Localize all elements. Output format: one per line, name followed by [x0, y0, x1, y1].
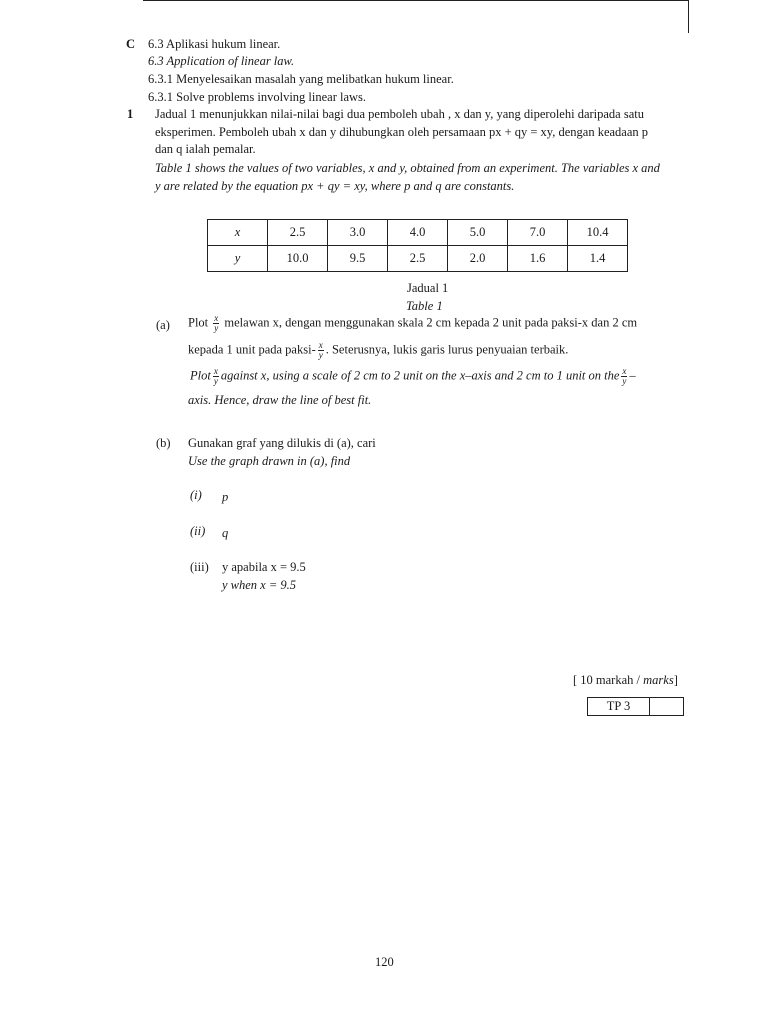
part-b-ii-label: (ii)	[190, 524, 206, 538]
plot-word: Plot	[188, 315, 209, 330]
marks-label: [ 10 markah / marks]	[573, 673, 678, 687]
subtopic-english: 6.3.1 Solve problems involving linear laws.	[148, 90, 367, 104]
table-cell: 5.0	[448, 220, 508, 246]
tp-label: TP 3	[588, 698, 650, 716]
table-header-x: x	[208, 220, 268, 246]
fraction-x-over-y: $\frac{x}{y}$	[318, 340, 323, 360]
topic-malay: 6.3 Aplikasi hukum linear.	[148, 37, 281, 51]
table-cell: 2.5	[388, 246, 448, 272]
table-caption-malay: Jadual 1	[407, 281, 449, 295]
data-table	[207, 219, 628, 272]
top-border-line	[143, 0, 688, 1]
part-a-english-line2: axis. Hence, draw the line of best fit.	[188, 393, 372, 407]
part-b-iii-label: (iii)	[190, 560, 209, 574]
table-cell: 10.0	[268, 246, 328, 272]
question-english-line2: y are related by the equation px + qy = xy, where p and q are constants.	[155, 179, 515, 193]
section-letter: C	[126, 37, 136, 51]
question-malay-line1: Jadual 1 menunjukkan nilai-nilai bagi dua pemboleh ubah , x dan y, yang diperolehi daripada satu	[155, 107, 644, 121]
part-b-english: Use the graph drawn in (a), find	[188, 454, 351, 468]
table-cell: 1.6	[508, 246, 568, 272]
table-cell: 4.0	[388, 220, 448, 246]
question-malay-line3: dan q ialah pemalar.	[155, 142, 256, 156]
subtopic-malay: 6.3.1 Menyelesaikan masalah yang melibatkan hukum linear.	[148, 72, 454, 86]
part-a-malay-line1-rest: melawan x, dengan menggunakan skala 2 cm kepada 2 unit pada paksi-x dan 2 cm	[224, 315, 638, 330]
table-row-y	[208, 246, 628, 272]
question-number: 1	[127, 107, 134, 121]
part-b-i-text: p	[222, 490, 229, 504]
table-caption-english: Table 1	[406, 299, 443, 313]
topic-english: 6.3 Application of linear law.	[148, 54, 295, 68]
part-b-i-label: (i)	[190, 488, 202, 502]
question-english-line1: Table 1 shows the values of two variables, x and y, obtained from an experiment. The variables x and	[155, 161, 660, 175]
table-cell: 2.0	[448, 246, 508, 272]
table-cell: 2.5	[268, 220, 328, 246]
table-cell: 9.5	[328, 246, 388, 272]
part-a-label: (a)	[156, 318, 170, 332]
part-b-malay: Gunakan graf yang dilukis di (a), cari	[188, 436, 376, 450]
part-a-malay-line1	[188, 314, 637, 333]
part-b-label: (b)	[156, 436, 171, 450]
table-header-y: y	[208, 246, 268, 272]
page-number: 120	[375, 955, 394, 969]
tp-box	[587, 697, 684, 716]
table-row-x	[208, 220, 628, 246]
table-cell: 10.4	[568, 220, 628, 246]
fraction-x-over-y: $\frac{x}{y}$	[213, 366, 218, 386]
table-cell: 1.4	[568, 246, 628, 272]
right-border-line	[688, 0, 689, 33]
table-cell: 7.0	[508, 220, 568, 246]
tp-score-cell	[650, 698, 684, 716]
fraction-x-over-y: $\frac{x}{y}$	[214, 313, 219, 333]
part-a-english-line1: Plot $\frac{x}{y}$ against x, using a scale of 2 cm to 2 unit on the x–axis and 2 cm to 1 unit on the $\frac{x}{y}$ –	[190, 366, 636, 386]
part-b-ii-text: q	[222, 526, 229, 540]
part-b-iii-text-english: y when x = 9.5	[222, 578, 297, 592]
part-b-iii-text: y apabila x = 9.5	[222, 560, 306, 574]
part-a-malay-line2: kepada 1 unit pada paksi- $\frac{x}{y}$ . Seterusnya, lukis garis lurus penyuaian terbaik.	[188, 340, 569, 360]
fraction-x-over-y: $\frac{x}{y}$	[622, 366, 627, 386]
table-cell: 3.0	[328, 220, 388, 246]
question-malay-line2: eksperimen. Pemboleh ubah x dan y dihubungkan oleh persamaan px + qy = xy, dengan keadaan p	[155, 125, 649, 139]
